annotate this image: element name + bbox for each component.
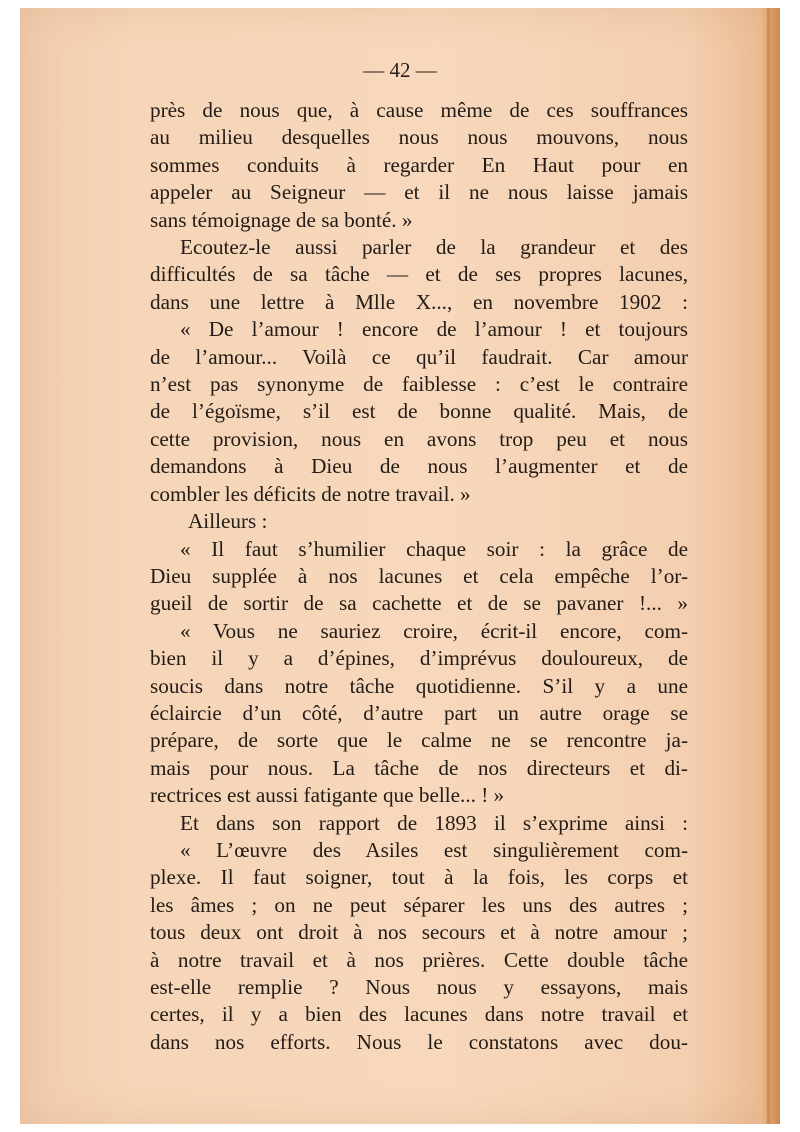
text-line: gueil de sortir de sa cachette et de se pavaner !... »: [150, 591, 688, 616]
text-line: rectrices est aussi fatigante que belle... ! »: [150, 783, 505, 808]
text-line: Ailleurs :: [188, 509, 268, 534]
text-line: de l’amour... Voilà ce qu’il faudrait. Car amour: [150, 344, 688, 369]
text-line: Et dans son rapport de 1893 il s’exprime ainsi :: [180, 810, 688, 835]
page-number: — 42 —: [363, 58, 437, 82]
text-line: de l’égoïsme, s’il est de bonne qualité. Mais, de: [150, 399, 688, 424]
text-line: tous deux ont droit à nos secours et à notre amour ;: [150, 920, 688, 945]
text-line: éclaircie d’un côté, d’autre part un autre orage se: [150, 700, 688, 725]
page-edge: [762, 8, 780, 1124]
text-line: difficultés de sa tâche — et de ses propres lacunes,: [150, 262, 688, 287]
text-line: prépare, de sorte que le calme ne se rencontre ja-: [150, 728, 688, 753]
text-line: n’est pas synonyme de faiblesse : c’est le contraire: [150, 372, 688, 397]
text-line: sans témoignage de sa bonté. »: [150, 207, 413, 232]
text-line: au milieu desquelles nous nous mouvons, nous: [150, 125, 688, 150]
text-line: combler les déficits de notre travail. »: [150, 481, 471, 506]
body-text: [150, 97, 688, 1056]
text-line: Ecoutez-le aussi parler de la grandeur et des: [180, 235, 688, 260]
text-line: les âmes ; on ne peut séparer les uns des autres ;: [150, 892, 688, 917]
page-edge-line: [767, 8, 770, 1124]
text-line: dans nos efforts. Nous le constatons avec dou-: [150, 1029, 688, 1054]
text-line: Dieu supplée à nos lacunes et cela empêche l’or-: [150, 563, 688, 588]
text-line: dans une lettre à Mlle X..., en novembre 1902 :: [150, 289, 688, 314]
text-line: certes, il y a bien des lacunes dans notre travail et: [150, 1002, 688, 1027]
text-line: appeler au Seigneur — et il ne nous laisse jamais: [150, 180, 688, 205]
text-line: « De l’amour ! encore de l’amour ! et toujours: [180, 317, 688, 342]
text-line: demandons à Dieu de nous l’augmenter et de: [150, 454, 688, 479]
text-line: est-elle remplie ? Nous nous y essayons, mais: [150, 975, 688, 999]
text-line: « Il faut s’humilier chaque soir : la grâce de: [180, 536, 688, 561]
text-line: près de nous que, à cause même de ces souffrances: [150, 98, 688, 122]
text-line: plexe. Il faut soigner, tout à la fois, les corps et: [150, 865, 688, 890]
text-line: cette provision, nous en avons trop peu et nous: [150, 426, 688, 451]
text-line: « Vous ne sauriez croire, écrit-il encore, com-: [180, 618, 688, 643]
text-line: bien il y a d’épines, d’imprévus douloureux, de: [150, 646, 688, 671]
text-line: à notre travail et à nos prières. Cette double tâche: [150, 947, 688, 972]
text-line: sommes conduits à regarder En Haut pour en: [150, 152, 688, 177]
text-line: soucis dans notre tâche quotidienne. S’il y a une: [150, 673, 688, 698]
text-line: mais pour nous. La tâche de nos directeurs et di-: [150, 755, 688, 780]
text-line: « L’œuvre des Asiles est singulièrement com-: [180, 837, 688, 862]
